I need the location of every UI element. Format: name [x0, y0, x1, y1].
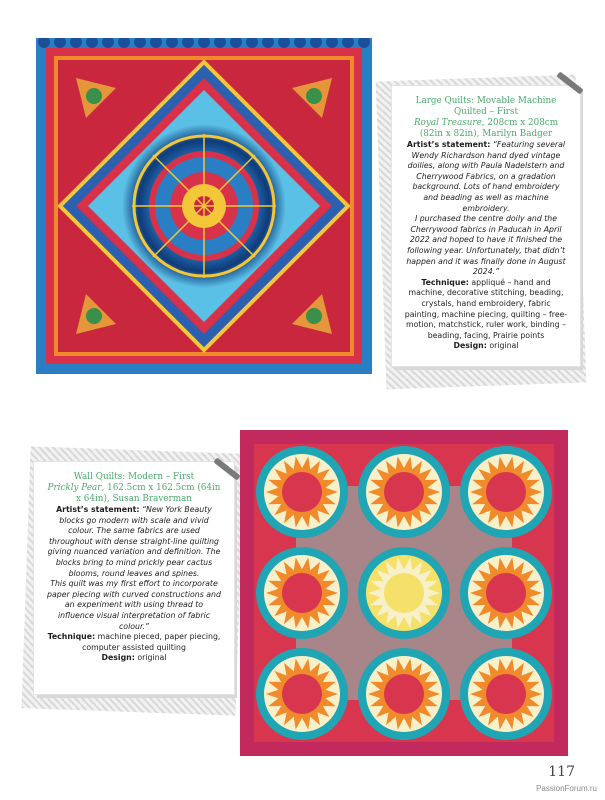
- sunburst-block: [460, 446, 552, 538]
- artist-statement: [46, 505, 222, 632]
- quilt-size-author: , 162.5cm x 162.5cm (64in x 64in), Susan Braverman: [76, 483, 221, 504]
- technique-label: Technique:: [47, 632, 96, 642]
- design: [46, 653, 222, 664]
- category-title: Large Quilts: Movable Machine Quilted – First: [415, 96, 557, 117]
- design: [404, 341, 568, 352]
- design-text: original: [489, 341, 519, 351]
- technique-text: machine pieced, paper piecing, computer assisted quilting: [82, 632, 221, 652]
- quilt-size-author: , 208cm x 208cm (82in x 82in), Marilyn Badger: [419, 118, 559, 139]
- quilt-title-line: [46, 483, 222, 505]
- sunburst-block: [460, 648, 552, 740]
- statement-text-1: “Featuring several Wendy Richardson hand dyed vintage doilies, along with Paula Nadelstern and Cherrywood Fabrics, on a gradation background. Lots of hand embroidery and beading as well as machine embroidery.: [407, 140, 566, 213]
- design-text: original: [137, 653, 167, 663]
- technique-text: appliqué – hand and machine, decorative stitching, beading, crystals, hand embroidery, fabric painting, machine piecing, quilting – free-motion, matchstick, ruler work, binding – beading, facing, Prairie points: [404, 277, 568, 340]
- royal-treasure-quilt-image: [36, 38, 372, 374]
- sunburst-block: [358, 446, 450, 538]
- quilt-title-line: [404, 118, 568, 140]
- quilt-title: Royal Treasure: [413, 118, 482, 128]
- entry-card-royal-treasure: [392, 86, 580, 366]
- technique-label: Technique:: [421, 277, 469, 287]
- category-title: Wall Quilts: Modern – First: [73, 472, 195, 482]
- prickly-pear-quilt-image: [240, 430, 568, 756]
- design-label: Design:: [453, 341, 487, 351]
- watermark-credit: PassionForum.ru: [536, 784, 597, 793]
- statement-text-2: This quilt was my first effort to incorporate paper piecing with curved constructions and an experiment with using thread to influence visual interpretation of fabric colour.”: [47, 579, 221, 631]
- entry-card-prickly-pear: [34, 462, 234, 694]
- statement-label: Artist’s statement:: [56, 505, 140, 514]
- artist-statement: [404, 140, 568, 278]
- statement-text-1: “New York Beauty blocks go modern with scale and vivid colour. The same fabrics are used throughout with dense straight-line quilting giving nuanced variation and definition. The blocks bring to mind prickly pear cactus blooms, round leaves and spines.: [47, 505, 221, 578]
- quilt-title: Prickly Pear: [47, 483, 102, 493]
- page-number: 117: [548, 764, 575, 780]
- sunburst-block: [460, 547, 552, 639]
- sunburst-block: [256, 446, 348, 538]
- sunburst-block: [358, 547, 450, 639]
- technique: [46, 632, 222, 653]
- sunburst-block: [358, 648, 450, 740]
- sunburst-block: [256, 648, 348, 740]
- technique: [404, 278, 568, 342]
- design-label: Design:: [101, 653, 135, 663]
- statement-label: Artist’s statement:: [406, 140, 491, 149]
- sunburst-block: [256, 547, 348, 639]
- statement-text-2: I purchased the centre doily and the Cherrywood fabrics in Paducah in April 2022 and hoped to have it finished the following year. Unfortunately, that didn’t happen and it was finally done in August 2024.”: [406, 214, 566, 277]
